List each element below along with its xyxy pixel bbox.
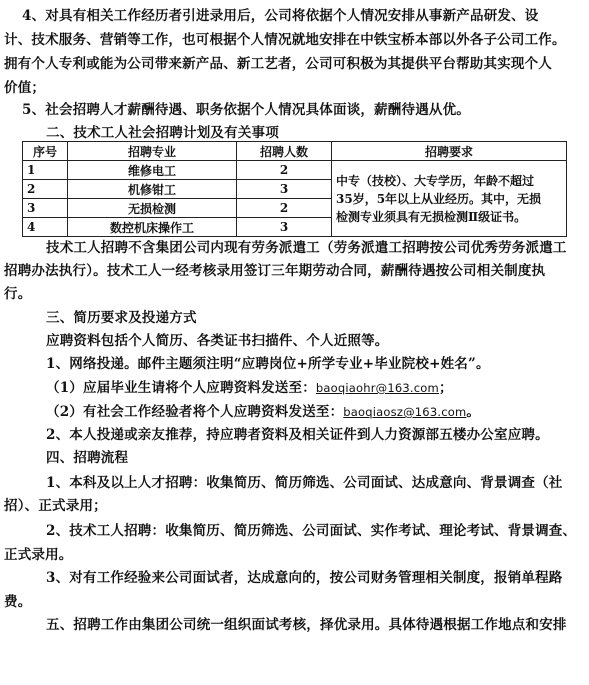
tech-note-line3: 行。 <box>4 286 32 302</box>
requirement-line: 检测专业须具有无损检测Ⅱ级证书。 <box>336 209 527 224</box>
header-requirement: 招聘要求 <box>332 142 567 161</box>
tech-note-line1: 技术工人招聘不含集团公司内现有劳务派遣工（劳务派遣工招聘按公司优秀劳务派遣工 <box>46 240 567 256</box>
section4-title: 四、招聘流程 <box>46 450 129 466</box>
para5: 5、社会招聘人才薪酬待遇、职务依据个人情况具体面谈，薪酬待遇从优。 <box>22 102 470 118</box>
section3-title: 三、简历要求及投递方式 <box>46 310 197 326</box>
sub1-suffix: ； <box>438 380 453 396</box>
table-header-row <box>23 142 567 161</box>
section4-item3-line1: 3、对有工作经验来公司面试者，达成意向的，按公司财务管理相关制度，报销单程路 <box>46 570 563 586</box>
section4-item1-line2: 招）、正式录用； <box>4 498 107 514</box>
section2-title: 二、技术工人社会招聘计划及有关事项 <box>46 125 279 141</box>
row-no: 4 <box>23 218 68 237</box>
header-no: 序号 <box>23 142 68 161</box>
row-count: 3 <box>237 180 332 199</box>
para4-line1: 4、对具有相关工作经历者引进录用后，公司将依据个人情况安排从事新产品研发、设 <box>22 8 539 24</box>
section3-intro: 应聘资料包括个人简历、各类证书扫描件、个人近照等。 <box>46 333 389 349</box>
para4-line3: 拥有个人专利或能为公司带来新产品、新工艺者，公司可积极为其提供平台帮助其实现个人 <box>4 56 552 72</box>
table-row <box>23 161 567 180</box>
requirement-cell <box>332 161 567 237</box>
section4-item3-line2: 费。 <box>4 594 32 610</box>
recruit-table <box>22 141 567 237</box>
row-no: 1 <box>23 161 68 180</box>
section5-line1: 五、招聘工作由集团公司统一组织面试考核，择优录用。具体待遇根据工作地点和安排 <box>46 617 567 633</box>
sub2-suffix: 。 <box>466 404 481 420</box>
requirement-line: 中专（技校）、大专学历，年龄不超过 <box>336 173 535 188</box>
section4-item2-line2: 正式录用。 <box>4 547 73 563</box>
para4-line2: 计、技术服务、营销等工作，也可根据个人情况就地安排在中铁宝桥本部以外各子公司工作。 <box>4 32 566 48</box>
row-major: 数控机床操作工 <box>68 218 237 237</box>
row-no: 3 <box>23 199 68 218</box>
header-major: 招聘专业 <box>68 142 237 161</box>
row-count: 3 <box>237 218 332 237</box>
email-link-graduates[interactable]: baoqiaohr@163.com <box>315 381 439 395</box>
sub1-prefix: （1）应届毕业生请将个人应聘资料发送至： <box>46 380 316 396</box>
para4-line4: 价值； <box>4 80 46 96</box>
row-major: 机修钳工 <box>68 180 237 199</box>
section3-sub2 <box>46 400 480 420</box>
email-link-experienced[interactable]: baoqiaosz@163.com <box>343 405 467 419</box>
sub2-prefix: （2）有社会工作经验者将个人应聘资料发送至： <box>46 404 344 420</box>
section4-item2-line1: 2、技术工人招聘：收集简历、简历筛选、公司面试、实作考试、理论考试、背景调查、 <box>46 523 577 539</box>
requirement-line: 35岁，5年以上从业经历。其中，无损 <box>336 191 542 206</box>
section3-sub1 <box>46 376 453 396</box>
section3-item1: 1、网络投递。邮件主题须注明“应聘岗位+所学专业+毕业院校+姓名”。 <box>46 356 490 372</box>
row-count: 2 <box>237 199 332 218</box>
section3-item2: 2、本人投递或亲友推荐，持应聘者资料及相关证件到人力资源部五楼办公室应聘。 <box>46 427 549 443</box>
row-count: 2 <box>237 161 332 180</box>
row-no: 2 <box>23 180 68 199</box>
row-major: 维修电工 <box>68 161 237 180</box>
tech-note-line2: 招聘办法执行）。技术工人一经考核录用签订三年期劳动合同，薪酬待遇按公司相关制度执 <box>4 263 546 279</box>
row-major: 无损检测 <box>68 199 237 218</box>
header-count: 招聘人数 <box>237 142 332 161</box>
section4-item1-line1: 1、本科及以上人才招聘：收集简历、简历筛选、公司面试、达成意向、背景调查（社 <box>46 475 563 491</box>
